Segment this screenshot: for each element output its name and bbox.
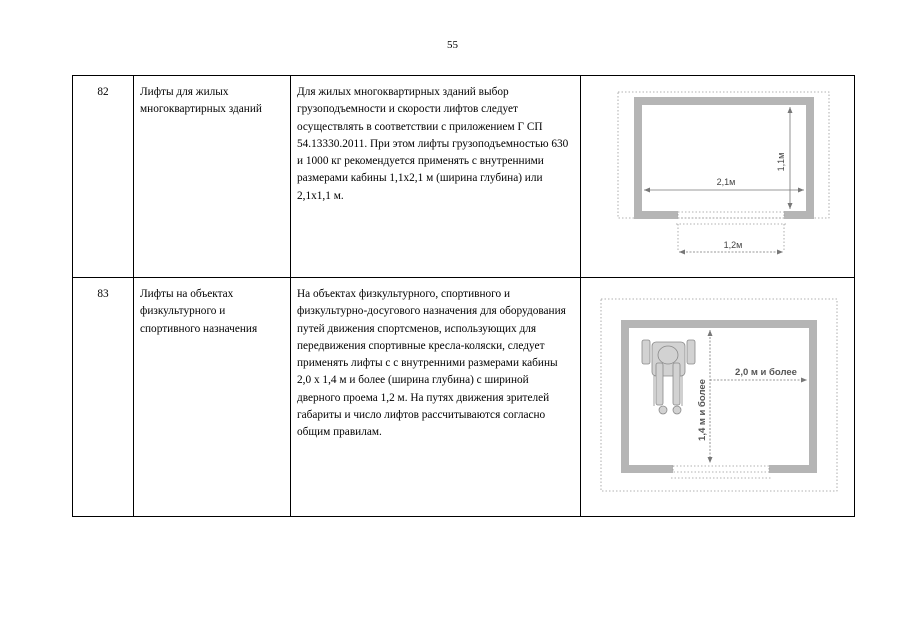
row-text: Для жилых многоквартирных зданий выбор грузоподъемности и скорости лифтов следует осуществлять в соответствии с приложением Г СП 54.13330.2011. При этом лифты грузоподъемностью 630 и 1000 кг рекомендуется применять с внутренними размерами кабины 1,1х2,1 м (ширина глубина) или 2,1х1,1 м. <box>291 76 581 278</box>
depth-label: 1,4 м и более <box>697 379 708 441</box>
width-arrow <box>801 378 807 383</box>
row-number: 83 <box>73 278 134 517</box>
row-title: Лифты для жилых многоквартирных зданий <box>134 76 291 278</box>
figure-cell <box>581 278 855 517</box>
elevator-cabin-diagram-sports <box>581 278 855 516</box>
depth-label: 1,1м <box>776 152 786 172</box>
door-label: 1,2м <box>723 240 743 250</box>
elevator-cabin-diagram-residential <box>581 76 855 277</box>
wheelchair-user-icon <box>642 340 695 414</box>
row-title: Лифты на объектах физкультурного и спортивного назначения <box>134 278 291 517</box>
page-number: 55 <box>447 39 458 51</box>
width-label: 2,1м <box>716 177 736 187</box>
outer-shaft-outline <box>618 92 829 218</box>
row-text: На объектах физкультурного, спортивного и физкультурно-досугового назначения для оборудования путей движения спортсменов, использующих для передвижения спортивные кресла-коляски, следует применять лифты с с внутренними размерами кабины 2,0 х 1,4 м и более (ширина глубина) с шириной дверного проема 1,2 м. На путях движения зрителей габариты и число лифтов рассчитываются согласно общим правилам. <box>291 278 581 517</box>
figure-cell <box>581 76 855 278</box>
door-threshold <box>673 466 769 472</box>
norms-table <box>72 75 855 517</box>
row-number: 82 <box>73 76 134 278</box>
door-threshold <box>678 212 784 218</box>
width-label: 2,0 м и более <box>735 367 797 378</box>
table-row <box>73 278 855 517</box>
table-row <box>73 76 855 278</box>
